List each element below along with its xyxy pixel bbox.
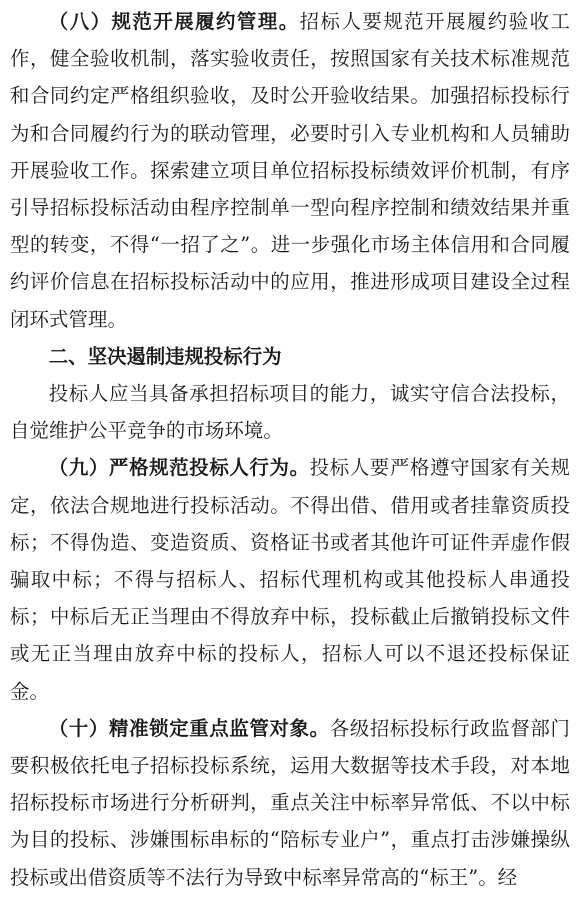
paragraph-9 <box>10 449 570 709</box>
section-2-heading: 二、坚决遏制违规投标行为 <box>48 344 282 368</box>
paragraph-10 <box>10 710 570 896</box>
paragraph-8 <box>10 3 570 338</box>
paragraph-8-body: 招标人要规范开展履约验收工作，健全验收机制，落实验收责任，按照国家有关技术标准规范和合同约定严格组织验收，及时公开验收结果。加强招标投标行为和合同履约行为的联动管理，必要时引入专业机构和人员辅助开展验收工作。探索建立项目单位招标投标绩效评价机制，有序引导招标投标活动由程序控制单一型向程序控制和绩效结果并重型的转变，不得“一招了之”。进一步强化市场主体信用和合同履约评价信息在招标投标活动中的应用，推进形成项目建设全过程闭环式管理。 <box>10 10 570 331</box>
section-2-intro: 投标人应当具备承担招标项目的能力，诚实守信合法投标，自觉维护公平竞争的市场环境。 <box>10 382 570 443</box>
paragraph-10-body: 各级招标投标行政监督部门要积极依托电子招标投标系统，运用大数据等技术手段，对本地招标投标市场进行分析研判，重点关注中标率异常低、不以中标为目的投标、涉嫌围标串标的“陪标专业户”，重点打击涉嫌操纵投标或出借资质等不法行为导致中标率异常高的“标王”。经 <box>10 716 570 889</box>
paragraph-8-lead: （八）规范开展履约管理。 <box>48 10 300 33</box>
document-page <box>10 3 570 896</box>
paragraph-9-lead: （九）严格规范投标人行为。 <box>48 456 310 480</box>
paragraph-10-lead: （十）精准锁定重点监管对象。 <box>48 716 330 740</box>
paragraph-9-body: 投标人要严格遵守国家有关规定，依法合规地进行投标活动。不得出借、借用或者挂靠资质投标；不得伪造、变造资质、资格证书或者其他许可证件弄虚作假骗取中标；不得与招标人、招标代理机构或其他投标人串通投标；中标后无正当理由不得放弃中标，投标截止后撤销投标文件或无正当理由放弃中标的投标人，招标人可以不退还投标保证金。 <box>10 456 570 703</box>
